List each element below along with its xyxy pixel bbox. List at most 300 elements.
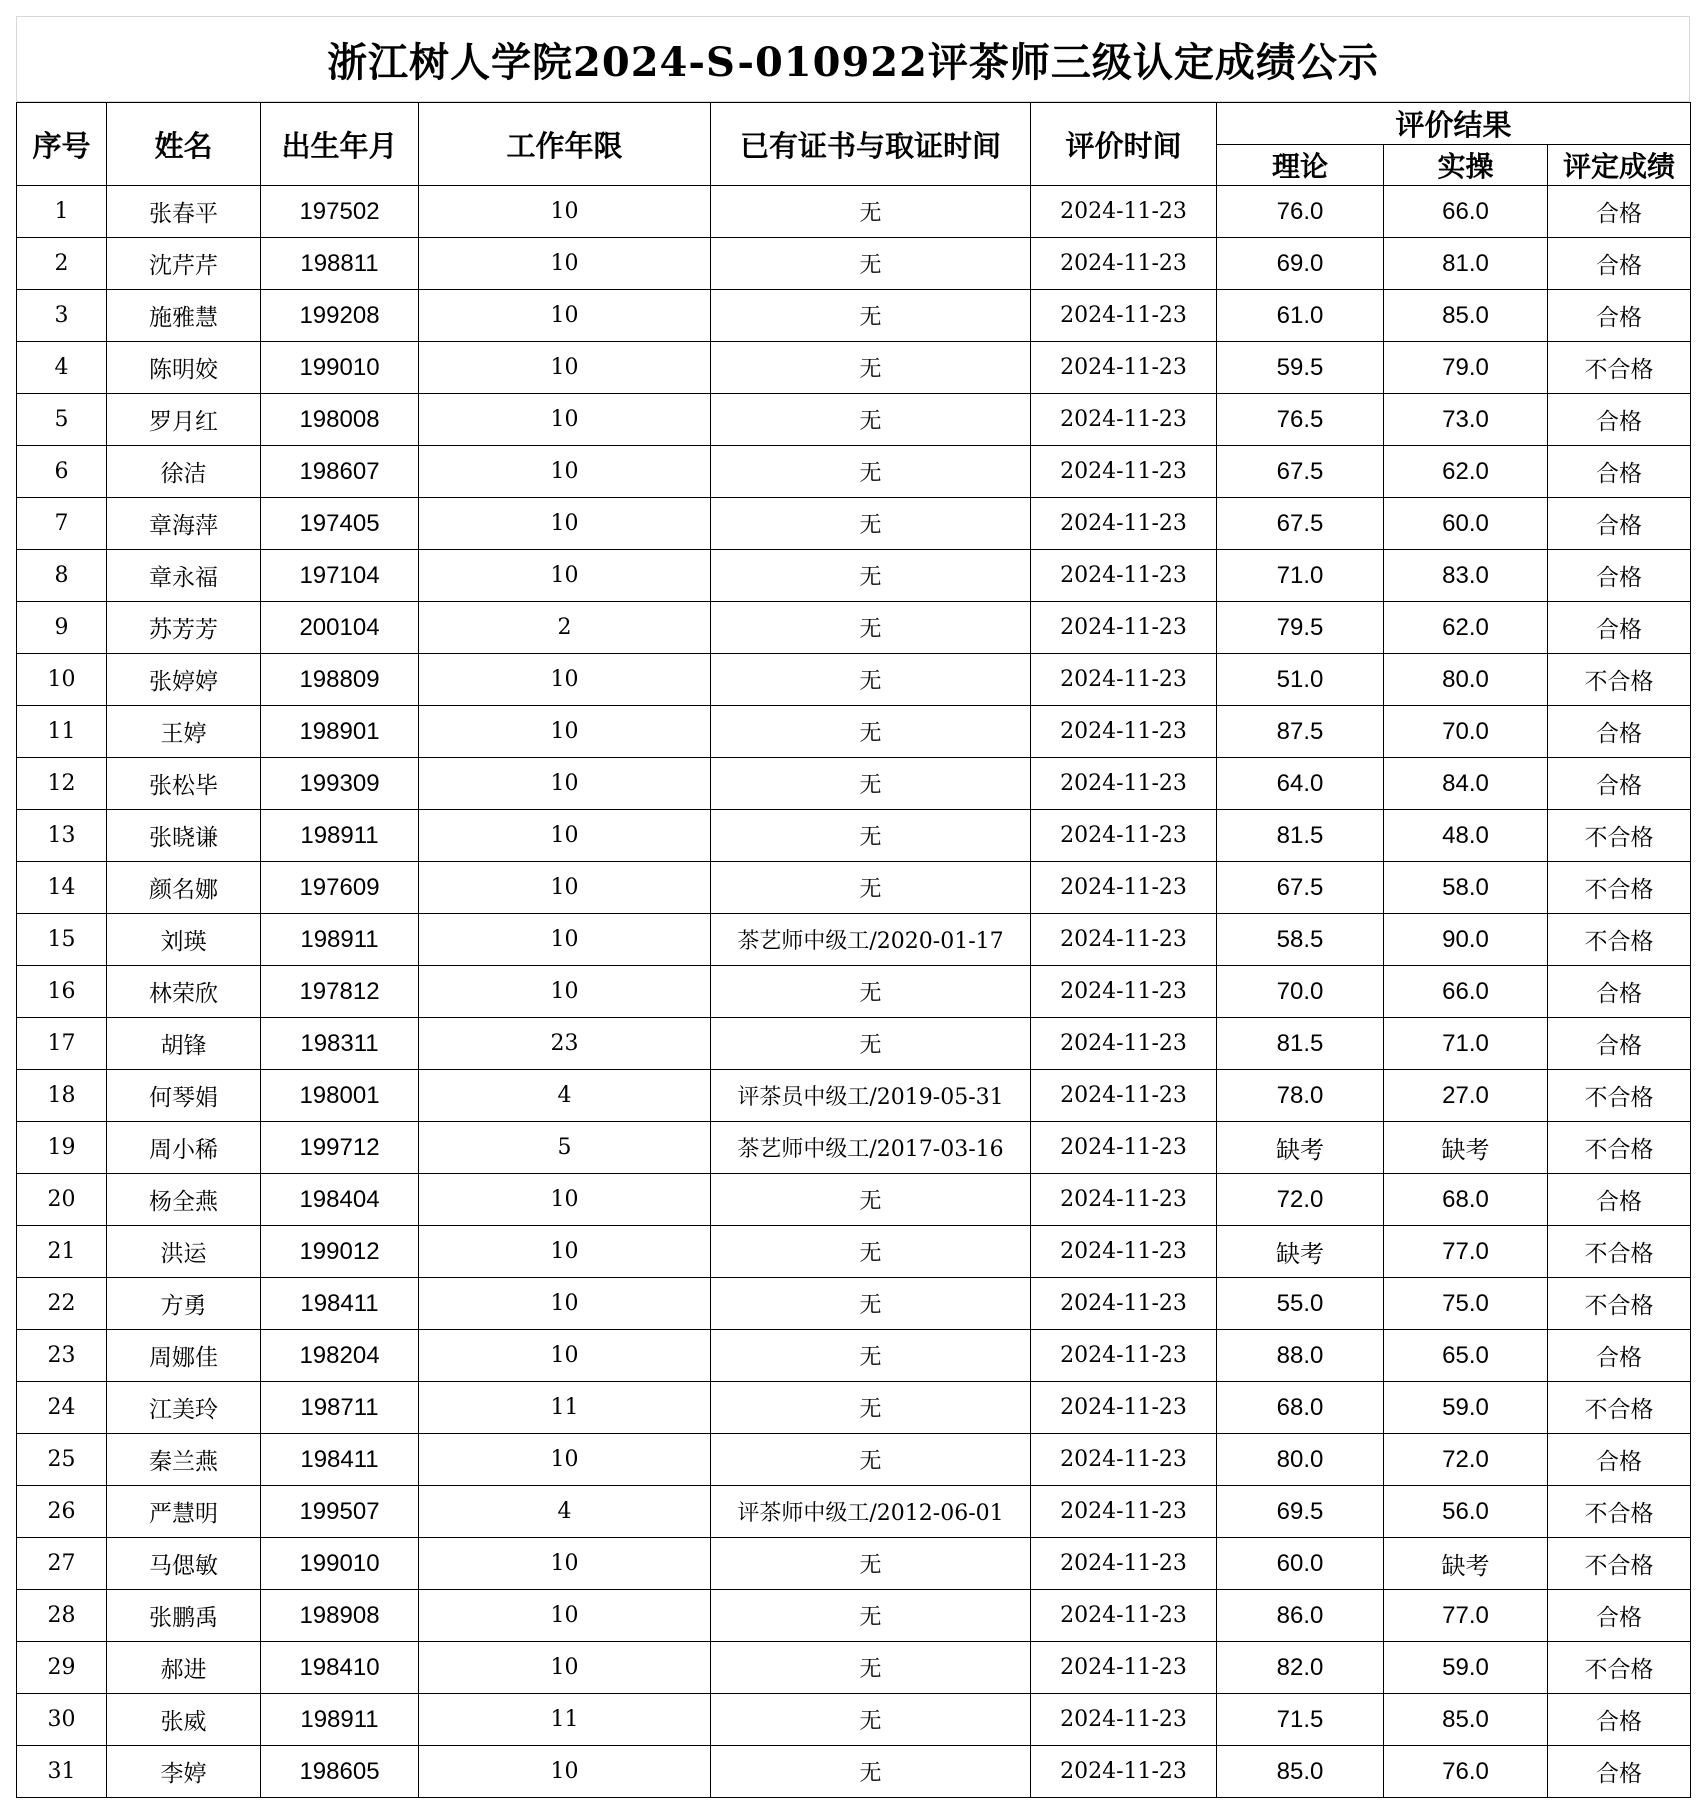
table-row <box>17 654 1691 706</box>
cell-years: 10 <box>419 186 711 238</box>
cell-theory: 72.0 <box>1217 1174 1384 1226</box>
cell-birth: 198811 <box>261 238 419 290</box>
cell-theory: 67.5 <box>1217 446 1384 498</box>
cell-theory: 76.5 <box>1217 394 1384 446</box>
cell-grade: 不合格 <box>1548 1538 1691 1590</box>
cell-name: 方勇 <box>107 1278 261 1330</box>
cell-name: 马偲敏 <box>107 1538 261 1590</box>
cell-grade: 不合格 <box>1548 1278 1691 1330</box>
cell-theory: 67.5 <box>1217 498 1384 550</box>
cell-theory: 64.0 <box>1217 758 1384 810</box>
cell-practice: 80.0 <box>1384 654 1548 706</box>
table-row <box>17 1538 1691 1590</box>
cell-birth: 199712 <box>261 1122 419 1174</box>
cell-cert: 无 <box>711 706 1031 758</box>
header-name: 姓名 <box>107 103 261 186</box>
cell-name: 张威 <box>107 1694 261 1746</box>
cell-seq: 20 <box>17 1174 107 1226</box>
title-box <box>16 16 1690 102</box>
cell-cert: 无 <box>711 1174 1031 1226</box>
cell-seq: 27 <box>17 1538 107 1590</box>
cell-cert: 无 <box>711 1694 1031 1746</box>
cell-years: 4 <box>419 1486 711 1538</box>
cell-seq: 16 <box>17 966 107 1018</box>
cell-theory: 67.5 <box>1217 862 1384 914</box>
cell-date: 2024-11-23 <box>1031 1590 1217 1642</box>
cell-practice: 66.0 <box>1384 966 1548 1018</box>
cell-grade: 合格 <box>1548 550 1691 602</box>
cell-cert: 无 <box>711 1330 1031 1382</box>
cell-theory: 缺考 <box>1217 1122 1384 1174</box>
cell-practice: 72.0 <box>1384 1434 1548 1486</box>
cell-practice: 62.0 <box>1384 446 1548 498</box>
cell-theory: 59.5 <box>1217 342 1384 394</box>
cell-birth: 199309 <box>261 758 419 810</box>
cell-years: 10 <box>419 810 711 862</box>
cell-cert: 无 <box>711 290 1031 342</box>
cell-grade: 合格 <box>1548 1330 1691 1382</box>
cell-cert: 无 <box>711 1590 1031 1642</box>
cell-seq: 15 <box>17 914 107 966</box>
cell-cert: 评茶员中级工/2019-05-31 <box>711 1070 1031 1122</box>
cell-practice: 85.0 <box>1384 290 1548 342</box>
cell-years: 11 <box>419 1382 711 1434</box>
cell-date: 2024-11-23 <box>1031 1486 1217 1538</box>
cell-grade: 合格 <box>1548 186 1691 238</box>
cell-seq: 12 <box>17 758 107 810</box>
cell-grade: 合格 <box>1548 1434 1691 1486</box>
header-birth: 出生年月 <box>261 103 419 186</box>
table-row <box>17 966 1691 1018</box>
cell-practice: 27.0 <box>1384 1070 1548 1122</box>
header-grade: 评定成绩 <box>1548 145 1691 186</box>
cell-seq: 23 <box>17 1330 107 1382</box>
cell-birth: 198809 <box>261 654 419 706</box>
cell-years: 10 <box>419 1226 711 1278</box>
cell-cert: 无 <box>711 446 1031 498</box>
cell-date: 2024-11-23 <box>1031 602 1217 654</box>
cell-grade: 不合格 <box>1548 1642 1691 1694</box>
cell-birth: 197502 <box>261 186 419 238</box>
table-body <box>17 186 1691 1798</box>
cell-practice: 68.0 <box>1384 1174 1548 1226</box>
cell-seq: 22 <box>17 1278 107 1330</box>
cell-name: 周小稀 <box>107 1122 261 1174</box>
table-row <box>17 394 1691 446</box>
cell-years: 10 <box>419 914 711 966</box>
cell-grade: 合格 <box>1548 290 1691 342</box>
cell-name: 秦兰燕 <box>107 1434 261 1486</box>
cell-name: 张春平 <box>107 186 261 238</box>
cell-practice: 79.0 <box>1384 342 1548 394</box>
cell-years: 10 <box>419 1434 711 1486</box>
cell-theory: 55.0 <box>1217 1278 1384 1330</box>
cell-practice: 81.0 <box>1384 238 1548 290</box>
header-seq: 序号 <box>17 103 107 186</box>
cell-name: 张婷婷 <box>107 654 261 706</box>
cell-seq: 19 <box>17 1122 107 1174</box>
table-row <box>17 1642 1691 1694</box>
cell-cert: 无 <box>711 1538 1031 1590</box>
cell-grade: 不合格 <box>1548 862 1691 914</box>
cell-years: 10 <box>419 1590 711 1642</box>
cell-practice: 缺考 <box>1384 1122 1548 1174</box>
cell-grade: 合格 <box>1548 1174 1691 1226</box>
cell-name: 李婷 <box>107 1746 261 1798</box>
cell-years: 2 <box>419 602 711 654</box>
cell-theory: 70.0 <box>1217 966 1384 1018</box>
cell-years: 10 <box>419 1330 711 1382</box>
cell-date: 2024-11-23 <box>1031 1382 1217 1434</box>
cell-theory: 缺考 <box>1217 1226 1384 1278</box>
cell-cert: 无 <box>711 1746 1031 1798</box>
cell-seq: 26 <box>17 1486 107 1538</box>
cell-years: 10 <box>419 1642 711 1694</box>
cell-birth: 197405 <box>261 498 419 550</box>
cell-years: 10 <box>419 706 711 758</box>
cell-grade: 合格 <box>1548 758 1691 810</box>
cell-date: 2024-11-23 <box>1031 1434 1217 1486</box>
cell-date: 2024-11-23 <box>1031 914 1217 966</box>
cell-birth: 199507 <box>261 1486 419 1538</box>
cell-grade: 不合格 <box>1548 654 1691 706</box>
cell-name: 陈明姣 <box>107 342 261 394</box>
table-row <box>17 1122 1691 1174</box>
cell-practice: 59.0 <box>1384 1382 1548 1434</box>
cell-name: 章海萍 <box>107 498 261 550</box>
cell-grade: 合格 <box>1548 498 1691 550</box>
cell-grade: 不合格 <box>1548 342 1691 394</box>
cell-practice: 59.0 <box>1384 1642 1548 1694</box>
cell-years: 10 <box>419 342 711 394</box>
cell-cert: 无 <box>711 654 1031 706</box>
cell-date: 2024-11-23 <box>1031 1642 1217 1694</box>
cell-theory: 76.0 <box>1217 186 1384 238</box>
cell-practice: 缺考 <box>1384 1538 1548 1590</box>
table-row <box>17 602 1691 654</box>
cell-years: 10 <box>419 1746 711 1798</box>
cell-theory: 71.5 <box>1217 1694 1384 1746</box>
cell-seq: 18 <box>17 1070 107 1122</box>
results-table <box>16 102 1691 1798</box>
cell-name: 江美玲 <box>107 1382 261 1434</box>
cell-name: 杨全燕 <box>107 1174 261 1226</box>
cell-birth: 198605 <box>261 1746 419 1798</box>
cell-theory: 85.0 <box>1217 1746 1384 1798</box>
cell-birth: 197812 <box>261 966 419 1018</box>
cell-date: 2024-11-23 <box>1031 186 1217 238</box>
cell-grade: 不合格 <box>1548 1486 1691 1538</box>
table-row <box>17 290 1691 342</box>
cell-seq: 21 <box>17 1226 107 1278</box>
cell-name: 胡锋 <box>107 1018 261 1070</box>
cell-name: 张鹏禹 <box>107 1590 261 1642</box>
cell-seq: 3 <box>17 290 107 342</box>
cell-name: 周娜佳 <box>107 1330 261 1382</box>
cell-date: 2024-11-23 <box>1031 446 1217 498</box>
cell-grade: 不合格 <box>1548 1382 1691 1434</box>
cell-birth: 198901 <box>261 706 419 758</box>
cell-birth: 198711 <box>261 1382 419 1434</box>
cell-cert: 无 <box>711 1226 1031 1278</box>
cell-birth: 198908 <box>261 1590 419 1642</box>
cell-birth: 197104 <box>261 550 419 602</box>
cell-birth: 199010 <box>261 1538 419 1590</box>
cell-name: 沈芹芹 <box>107 238 261 290</box>
cell-birth: 198001 <box>261 1070 419 1122</box>
cell-name: 施雅慧 <box>107 290 261 342</box>
cell-theory: 68.0 <box>1217 1382 1384 1434</box>
cell-date: 2024-11-23 <box>1031 1174 1217 1226</box>
cell-birth: 198204 <box>261 1330 419 1382</box>
cell-practice: 84.0 <box>1384 758 1548 810</box>
table-row <box>17 1694 1691 1746</box>
cell-birth: 198411 <box>261 1278 419 1330</box>
cell-seq: 30 <box>17 1694 107 1746</box>
cell-grade: 不合格 <box>1548 810 1691 862</box>
table-row <box>17 810 1691 862</box>
cell-name: 张松毕 <box>107 758 261 810</box>
cell-date: 2024-11-23 <box>1031 1694 1217 1746</box>
cell-practice: 77.0 <box>1384 1226 1548 1278</box>
cell-name: 罗月红 <box>107 394 261 446</box>
header-cert: 已有证书与取证时间 <box>711 103 1031 186</box>
cell-name: 严慧明 <box>107 1486 261 1538</box>
cell-seq: 4 <box>17 342 107 394</box>
cell-seq: 9 <box>17 602 107 654</box>
cell-theory: 71.0 <box>1217 550 1384 602</box>
cell-name: 颜名娜 <box>107 862 261 914</box>
cell-date: 2024-11-23 <box>1031 550 1217 602</box>
cell-date: 2024-11-23 <box>1031 758 1217 810</box>
cell-date: 2024-11-23 <box>1031 810 1217 862</box>
cell-grade: 合格 <box>1548 1746 1691 1798</box>
cell-years: 10 <box>419 862 711 914</box>
cell-years: 10 <box>419 1278 711 1330</box>
cell-seq: 2 <box>17 238 107 290</box>
header-theory: 理论 <box>1217 145 1384 186</box>
cell-years: 10 <box>419 394 711 446</box>
cell-years: 10 <box>419 966 711 1018</box>
cell-birth: 198911 <box>261 914 419 966</box>
cell-seq: 24 <box>17 1382 107 1434</box>
cell-date: 2024-11-23 <box>1031 862 1217 914</box>
cell-practice: 60.0 <box>1384 498 1548 550</box>
cell-cert: 无 <box>711 550 1031 602</box>
cell-seq: 25 <box>17 1434 107 1486</box>
cell-birth: 198911 <box>261 1694 419 1746</box>
header-result-group: 评价结果 <box>1217 103 1691 145</box>
cell-practice: 71.0 <box>1384 1018 1548 1070</box>
cell-practice: 48.0 <box>1384 810 1548 862</box>
cell-grade: 合格 <box>1548 706 1691 758</box>
cell-seq: 13 <box>17 810 107 862</box>
cell-seq: 11 <box>17 706 107 758</box>
cell-cert: 无 <box>711 966 1031 1018</box>
header-practice: 实操 <box>1384 145 1548 186</box>
table-row <box>17 446 1691 498</box>
table-row <box>17 706 1691 758</box>
cell-seq: 14 <box>17 862 107 914</box>
cell-practice: 76.0 <box>1384 1746 1548 1798</box>
cell-cert: 茶艺师中级工/2020-01-17 <box>711 914 1031 966</box>
cell-grade: 合格 <box>1548 446 1691 498</box>
cell-cert: 无 <box>711 1382 1031 1434</box>
table-row <box>17 342 1691 394</box>
cell-name: 徐洁 <box>107 446 261 498</box>
cell-cert: 无 <box>711 342 1031 394</box>
cell-name: 王婷 <box>107 706 261 758</box>
cell-cert: 无 <box>711 1642 1031 1694</box>
cell-grade: 合格 <box>1548 394 1691 446</box>
cell-birth: 198410 <box>261 1642 419 1694</box>
cell-name: 章永福 <box>107 550 261 602</box>
table-row <box>17 1382 1691 1434</box>
table-row <box>17 862 1691 914</box>
table-row <box>17 758 1691 810</box>
cell-seq: 29 <box>17 1642 107 1694</box>
cell-years: 10 <box>419 238 711 290</box>
cell-theory: 88.0 <box>1217 1330 1384 1382</box>
table-row <box>17 1330 1691 1382</box>
cell-years: 5 <box>419 1122 711 1174</box>
cell-years: 23 <box>419 1018 711 1070</box>
cell-date: 2024-11-23 <box>1031 706 1217 758</box>
cell-grade: 不合格 <box>1548 1122 1691 1174</box>
table-row <box>17 1018 1691 1070</box>
cell-name: 苏芳芳 <box>107 602 261 654</box>
cell-cert: 无 <box>711 186 1031 238</box>
cell-cert: 无 <box>711 1278 1031 1330</box>
results-sheet <box>16 16 1690 1792</box>
cell-date: 2024-11-23 <box>1031 1018 1217 1070</box>
cell-birth: 198008 <box>261 394 419 446</box>
cell-practice: 77.0 <box>1384 1590 1548 1642</box>
cell-seq: 10 <box>17 654 107 706</box>
cell-years: 10 <box>419 446 711 498</box>
cell-theory: 82.0 <box>1217 1642 1384 1694</box>
cell-date: 2024-11-23 <box>1031 238 1217 290</box>
table-row <box>17 1486 1691 1538</box>
cell-cert: 无 <box>711 1018 1031 1070</box>
cell-cert: 无 <box>711 238 1031 290</box>
cell-date: 2024-11-23 <box>1031 654 1217 706</box>
cell-date: 2024-11-23 <box>1031 1330 1217 1382</box>
cell-years: 10 <box>419 654 711 706</box>
cell-grade: 不合格 <box>1548 1070 1691 1122</box>
cell-theory: 87.5 <box>1217 706 1384 758</box>
cell-date: 2024-11-23 <box>1031 1122 1217 1174</box>
cell-theory: 69.0 <box>1217 238 1384 290</box>
cell-seq: 17 <box>17 1018 107 1070</box>
cell-date: 2024-11-23 <box>1031 290 1217 342</box>
header-row <box>17 103 1691 145</box>
cell-birth: 199208 <box>261 290 419 342</box>
cell-theory: 81.5 <box>1217 810 1384 862</box>
cell-practice: 62.0 <box>1384 602 1548 654</box>
cell-name: 郝进 <box>107 1642 261 1694</box>
table-row <box>17 1434 1691 1486</box>
cell-name: 何琴娟 <box>107 1070 261 1122</box>
cell-date: 2024-11-23 <box>1031 342 1217 394</box>
cell-cert: 无 <box>711 498 1031 550</box>
cell-grade: 不合格 <box>1548 1226 1691 1278</box>
cell-seq: 6 <box>17 446 107 498</box>
cell-practice: 58.0 <box>1384 862 1548 914</box>
table-row <box>17 186 1691 238</box>
cell-cert: 评茶师中级工/2012-06-01 <box>711 1486 1031 1538</box>
cell-birth: 198404 <box>261 1174 419 1226</box>
cell-years: 10 <box>419 1538 711 1590</box>
cell-practice: 75.0 <box>1384 1278 1548 1330</box>
cell-name: 洪运 <box>107 1226 261 1278</box>
cell-theory: 69.5 <box>1217 1486 1384 1538</box>
cell-birth: 200104 <box>261 602 419 654</box>
cell-seq: 8 <box>17 550 107 602</box>
cell-date: 2024-11-23 <box>1031 1278 1217 1330</box>
table-row <box>17 1070 1691 1122</box>
table-row <box>17 1174 1691 1226</box>
table-row <box>17 1226 1691 1278</box>
cell-date: 2024-11-23 <box>1031 1538 1217 1590</box>
cell-grade: 合格 <box>1548 602 1691 654</box>
cell-cert: 无 <box>711 394 1031 446</box>
cell-seq: 28 <box>17 1590 107 1642</box>
cell-grade: 合格 <box>1548 238 1691 290</box>
cell-cert: 无 <box>711 758 1031 810</box>
cell-practice: 66.0 <box>1384 186 1548 238</box>
cell-years: 10 <box>419 758 711 810</box>
cell-cert: 茶艺师中级工/2017-03-16 <box>711 1122 1031 1174</box>
cell-practice: 83.0 <box>1384 550 1548 602</box>
cell-seq: 1 <box>17 186 107 238</box>
table-row <box>17 238 1691 290</box>
cell-birth: 197609 <box>261 862 419 914</box>
cell-years: 11 <box>419 1694 711 1746</box>
table-row <box>17 550 1691 602</box>
cell-years: 10 <box>419 550 711 602</box>
cell-date: 2024-11-23 <box>1031 394 1217 446</box>
cell-theory: 86.0 <box>1217 1590 1384 1642</box>
cell-practice: 65.0 <box>1384 1330 1548 1382</box>
cell-grade: 合格 <box>1548 1694 1691 1746</box>
table-row <box>17 914 1691 966</box>
cell-years: 4 <box>419 1070 711 1122</box>
cell-cert: 无 <box>711 810 1031 862</box>
table-row <box>17 1746 1691 1798</box>
cell-grade: 合格 <box>1548 1018 1691 1070</box>
cell-birth: 199012 <box>261 1226 419 1278</box>
cell-practice: 70.0 <box>1384 706 1548 758</box>
header-years: 工作年限 <box>419 103 711 186</box>
cell-theory: 58.5 <box>1217 914 1384 966</box>
cell-practice: 56.0 <box>1384 1486 1548 1538</box>
cell-practice: 73.0 <box>1384 394 1548 446</box>
cell-date: 2024-11-23 <box>1031 498 1217 550</box>
cell-birth: 198411 <box>261 1434 419 1486</box>
cell-cert: 无 <box>711 862 1031 914</box>
table-row <box>17 498 1691 550</box>
cell-years: 10 <box>419 1174 711 1226</box>
cell-date: 2024-11-23 <box>1031 1070 1217 1122</box>
cell-seq: 31 <box>17 1746 107 1798</box>
cell-cert: 无 <box>711 602 1031 654</box>
cell-theory: 80.0 <box>1217 1434 1384 1486</box>
table-row <box>17 1278 1691 1330</box>
cell-birth: 198607 <box>261 446 419 498</box>
cell-date: 2024-11-23 <box>1031 1746 1217 1798</box>
cell-theory: 60.0 <box>1217 1538 1384 1590</box>
